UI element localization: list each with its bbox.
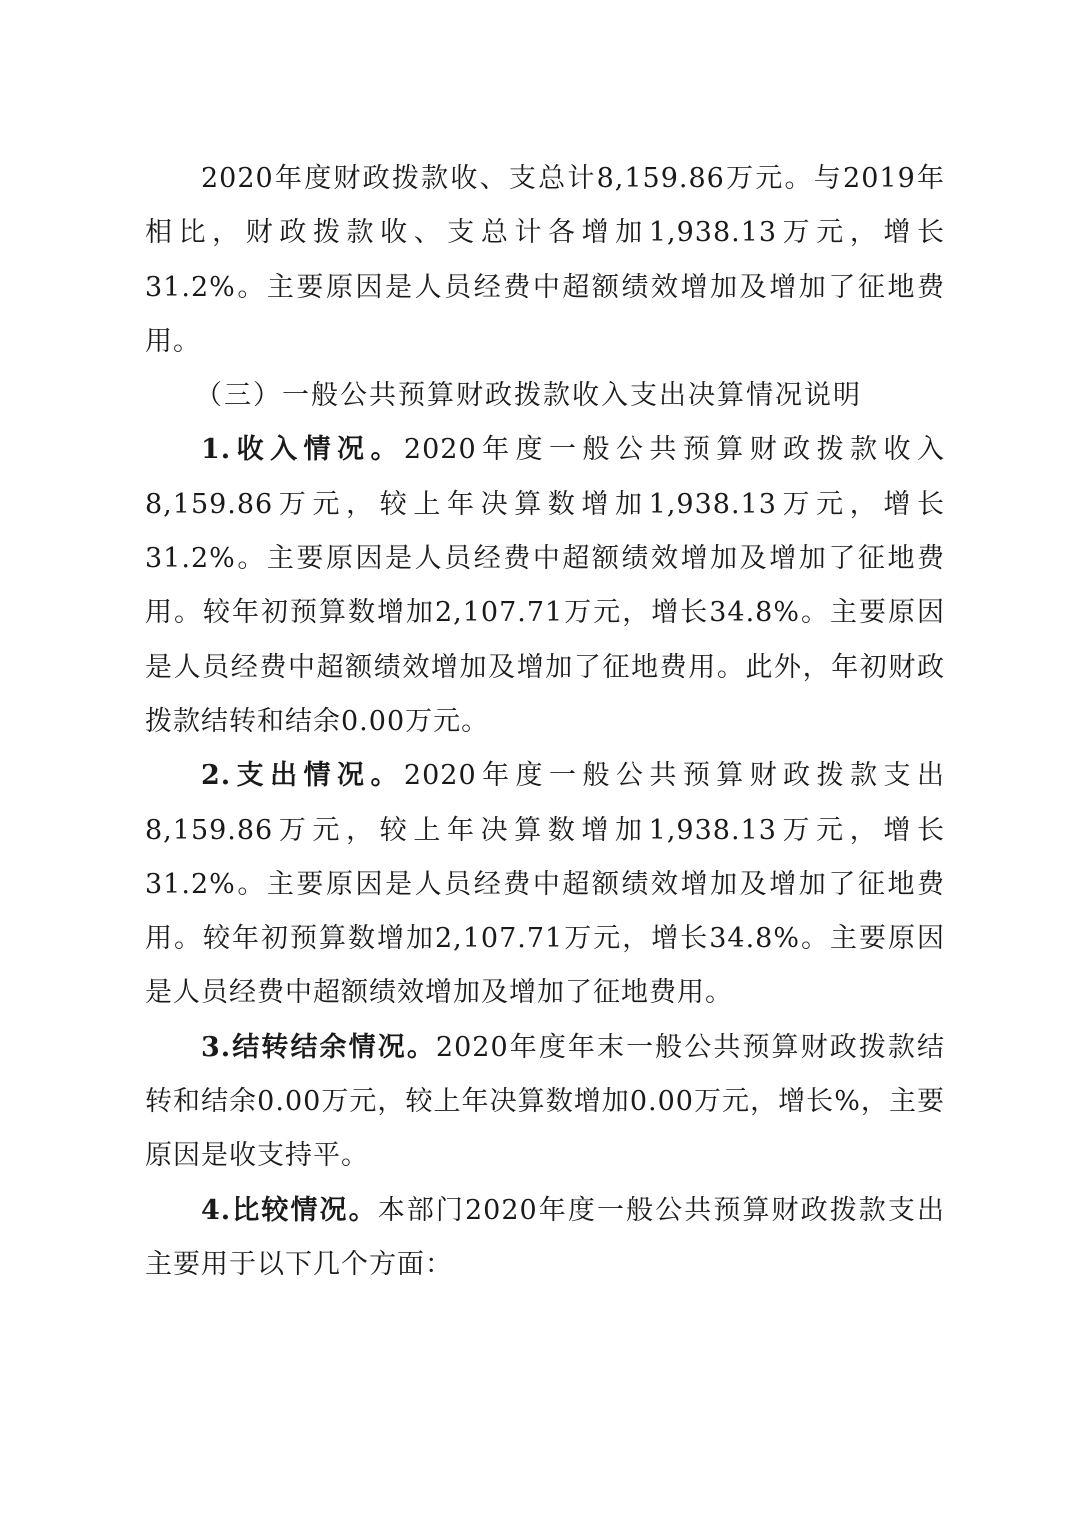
carryover-paragraph: [145, 1021, 945, 1184]
expense-lead: 2.支出情况。: [201, 760, 404, 792]
income-text: 2020年度一般公共预算财政拨款收入8,159.86万元，较上年决算数增加1,938.13万元，增长31.2%。主要原因是人员经费中超额绩效增加及增加了征地费用。较年初预算数增加2,107.71万元，增长34.8%。主要原因是人员经费中超额绩效增加及增加了征地费用。此外，年初财政拨款结转和结余0.00万元。: [145, 434, 945, 737]
expense-text: 2020年度一般公共预算财政拨款支出8,159.86万元，较上年决算数增加1,938.13万元，增长31.2%。主要原因是人员经费中超额绩效增加及增加了征地费用。较年初预算数增加2,107.71万元，增长34.8%。主要原因是人员经费中超额绩效增加及增加了征地费用。: [145, 760, 945, 1009]
comparison-text: 本部门2020年度一般公共预算财政拨款支出主要用于以下几个方面：: [145, 1194, 945, 1280]
section-heading: （三）一般公共预算财政拨款收入支出决算情况说明: [195, 380, 862, 412]
carryover-text: 2020年度年末一般公共预算财政拨款结转和结余0.00万元，较上年决算数增加0.00万元，增长%，主要原因是收支持平。: [145, 1031, 945, 1172]
income-paragraph: [145, 423, 945, 749]
comparison-paragraph: [145, 1184, 945, 1293]
expense-paragraph: [145, 749, 945, 1020]
summary-paragraph: 2020年度财政拨款收、支总计8,159.86万元。与2019年相比，财政拨款收、支总计各增加1,938.13万元，增长31.2%。主要原因是人员经费中超额绩效增加及增加了征地费用。: [145, 163, 945, 357]
income-lead: 1.收入情况。: [201, 434, 404, 466]
document-body: [145, 152, 945, 1292]
carryover-lead: 3.结转结余情况。: [201, 1031, 436, 1063]
comparison-lead: 4.比较情况。: [201, 1194, 378, 1226]
